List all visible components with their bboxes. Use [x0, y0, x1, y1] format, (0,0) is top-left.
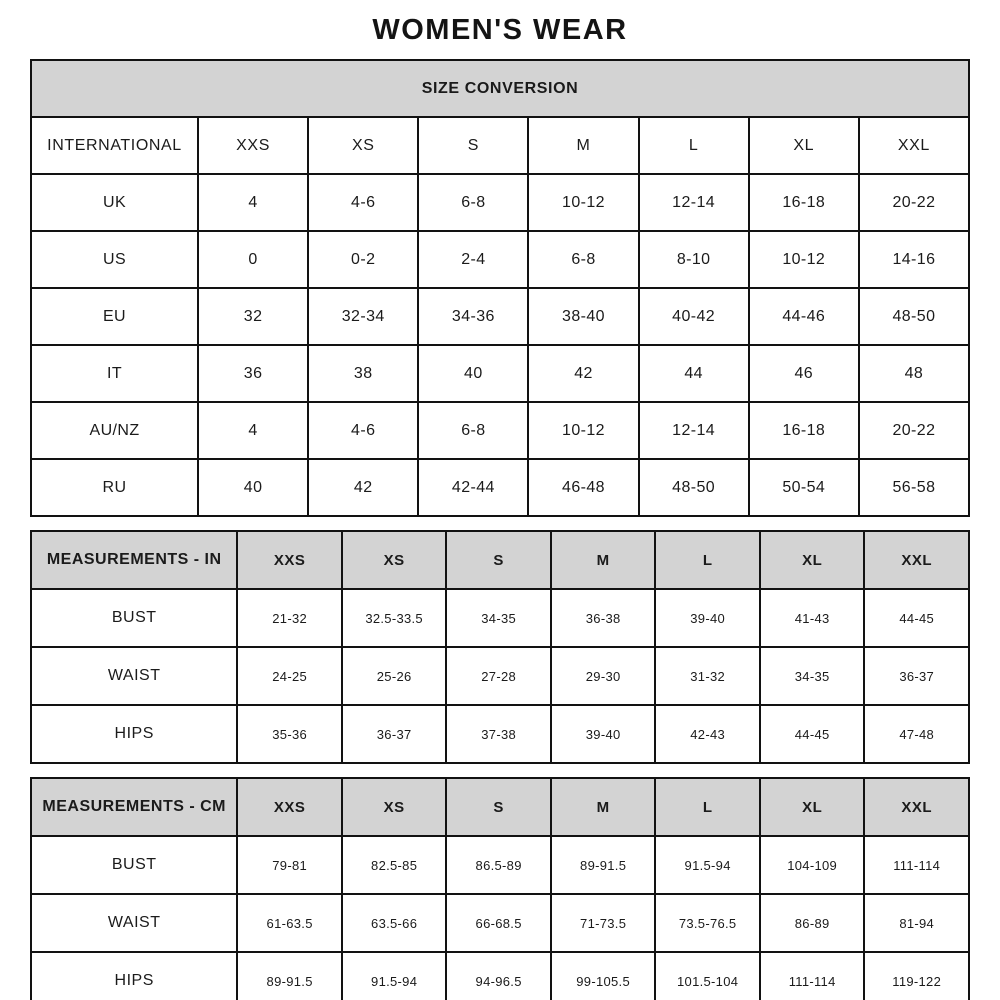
table-row-eu	[31, 288, 969, 345]
table-row-waist-cm	[31, 894, 969, 952]
column-header-xl: XL	[749, 117, 859, 174]
column-header-xxs: XXS	[198, 117, 308, 174]
measurement-cell: 24-25	[237, 647, 342, 705]
size-cell: 36	[198, 345, 308, 402]
size-cell: 2-4	[418, 231, 528, 288]
size-cell: 10-12	[749, 231, 859, 288]
size-conversion-banner-row	[31, 60, 969, 117]
measurement-cell: 34-35	[760, 647, 865, 705]
measurement-cell: 47-48	[864, 705, 969, 763]
size-cell: 32	[198, 288, 308, 345]
measurement-cell: 29-30	[551, 647, 656, 705]
size-cell: 46	[749, 345, 859, 402]
table-row-waist-in	[31, 647, 969, 705]
row-label: UK	[31, 174, 198, 231]
table-row-hips-cm	[31, 952, 969, 1000]
size-cell: 48-50	[639, 459, 749, 516]
size-cell: 40	[198, 459, 308, 516]
column-header-m: M	[551, 531, 656, 589]
size-cell: 12-14	[639, 174, 749, 231]
size-cell: 42-44	[418, 459, 528, 516]
size-cell: 34-36	[418, 288, 528, 345]
measurement-cell: 61-63.5	[237, 894, 342, 952]
column-header-l: L	[655, 531, 760, 589]
measurement-cell: 36-38	[551, 589, 656, 647]
size-cell: 4-6	[308, 174, 418, 231]
size-cell: 38-40	[528, 288, 638, 345]
size-cell: 40	[418, 345, 528, 402]
column-header-xs: XS	[342, 531, 447, 589]
measurement-cell: 79-81	[237, 836, 342, 894]
measurement-cell: 31-32	[655, 647, 760, 705]
measurement-cell: 35-36	[237, 705, 342, 763]
size-cell: 10-12	[528, 402, 638, 459]
table-row-ru	[31, 459, 969, 516]
measurement-cell: 21-32	[237, 589, 342, 647]
size-cell: 10-12	[528, 174, 638, 231]
measurement-cell: 82.5-85	[342, 836, 447, 894]
size-conversion-table	[30, 59, 970, 517]
measurements-cm-header-row	[31, 778, 969, 836]
measurement-cell: 34-35	[446, 589, 551, 647]
size-cell: 38	[308, 345, 418, 402]
size-cell: 56-58	[859, 459, 969, 516]
row-label: IT	[31, 345, 198, 402]
size-conversion-column-header-row	[31, 117, 969, 174]
measurement-cell: 71-73.5	[551, 894, 656, 952]
column-header-xxl: XXL	[864, 778, 969, 836]
measurement-cell: 39-40	[551, 705, 656, 763]
measurement-cell: 81-94	[864, 894, 969, 952]
column-header-m: M	[528, 117, 638, 174]
size-cell: 44-46	[749, 288, 859, 345]
table-row-bust-in	[31, 589, 969, 647]
size-cell: 16-18	[749, 402, 859, 459]
size-cell: 6-8	[418, 174, 528, 231]
row-label: BUST	[31, 836, 237, 894]
table-row-uk	[31, 174, 969, 231]
column-header-s: S	[446, 531, 551, 589]
size-cell: 32-34	[308, 288, 418, 345]
size-cell: 0	[198, 231, 308, 288]
size-cell: 50-54	[749, 459, 859, 516]
measurement-cell: 101.5-104	[655, 952, 760, 1000]
row-label: EU	[31, 288, 198, 345]
page-title: WOMEN'S WEAR	[372, 14, 628, 46]
column-header-xxs: XXS	[237, 778, 342, 836]
measurement-cell: 111-114	[864, 836, 969, 894]
measurement-cell: 44-45	[760, 705, 865, 763]
size-cell: 14-16	[859, 231, 969, 288]
size-cell: 4	[198, 174, 308, 231]
measurement-cell: 104-109	[760, 836, 865, 894]
row-label: BUST	[31, 589, 237, 647]
measurement-cell: 41-43	[760, 589, 865, 647]
size-cell: 20-22	[859, 402, 969, 459]
measurement-cell: 27-28	[446, 647, 551, 705]
table-gap	[0, 517, 1000, 530]
measurement-cell: 36-37	[342, 705, 447, 763]
measurement-cell: 89-91.5	[551, 836, 656, 894]
measurements-in-header-row	[31, 531, 969, 589]
column-header-s: S	[418, 117, 528, 174]
measurement-cell: 86.5-89	[446, 836, 551, 894]
column-header-l: L	[639, 117, 749, 174]
measurements-in-table	[30, 530, 970, 764]
row-label: WAIST	[31, 894, 237, 952]
size-cell: 6-8	[418, 402, 528, 459]
column-header-international: INTERNATIONAL	[31, 117, 198, 174]
measurements-cm-table	[30, 777, 970, 1000]
table-row-hips-in	[31, 705, 969, 763]
measurement-cell: 36-37	[864, 647, 969, 705]
column-header-xxl: XXL	[864, 531, 969, 589]
table-row-aunz	[31, 402, 969, 459]
size-cell: 20-22	[859, 174, 969, 231]
measurements-in-header: MEASUREMENTS - IN	[31, 531, 237, 589]
size-cell: 44	[639, 345, 749, 402]
row-label: US	[31, 231, 198, 288]
measurement-cell: 89-91.5	[237, 952, 342, 1000]
column-header-s: S	[446, 778, 551, 836]
measurement-cell: 37-38	[446, 705, 551, 763]
size-cell: 46-48	[528, 459, 638, 516]
measurement-cell: 91.5-94	[655, 836, 760, 894]
size-conversion-header: SIZE CONVERSION	[31, 60, 969, 117]
measurement-cell: 94-96.5	[446, 952, 551, 1000]
row-label: RU	[31, 459, 198, 516]
table-row-us	[31, 231, 969, 288]
column-header-xxl: XXL	[859, 117, 969, 174]
size-cell: 6-8	[528, 231, 638, 288]
column-header-m: M	[551, 778, 656, 836]
measurement-cell: 99-105.5	[551, 952, 656, 1000]
size-cell: 42	[308, 459, 418, 516]
column-header-xs: XS	[342, 778, 447, 836]
size-cell: 48-50	[859, 288, 969, 345]
table-row-bust-cm	[31, 836, 969, 894]
measurement-cell: 91.5-94	[342, 952, 447, 1000]
column-header-xl: XL	[760, 531, 865, 589]
size-cell: 16-18	[749, 174, 859, 231]
row-label: AU/NZ	[31, 402, 198, 459]
table-row-it	[31, 345, 969, 402]
row-label: HIPS	[31, 705, 237, 763]
size-cell: 48	[859, 345, 969, 402]
size-cell: 12-14	[639, 402, 749, 459]
row-label: HIPS	[31, 952, 237, 1000]
measurement-cell: 119-122	[864, 952, 969, 1000]
measurement-cell: 86-89	[760, 894, 865, 952]
size-cell: 8-10	[639, 231, 749, 288]
measurement-cell: 66-68.5	[446, 894, 551, 952]
size-cell: 4-6	[308, 402, 418, 459]
measurement-cell: 32.5-33.5	[342, 589, 447, 647]
size-cell: 40-42	[639, 288, 749, 345]
measurement-cell: 25-26	[342, 647, 447, 705]
row-label: WAIST	[31, 647, 237, 705]
measurement-cell: 63.5-66	[342, 894, 447, 952]
measurement-cell: 73.5-76.5	[655, 894, 760, 952]
measurement-cell: 111-114	[760, 952, 865, 1000]
column-header-l: L	[655, 778, 760, 836]
column-header-xl: XL	[760, 778, 865, 836]
measurement-cell: 42-43	[655, 705, 760, 763]
measurements-cm-header: MEASUREMENTS - CM	[31, 778, 237, 836]
measurement-cell: 44-45	[864, 589, 969, 647]
size-cell: 0-2	[308, 231, 418, 288]
column-header-xs: XS	[308, 117, 418, 174]
table-gap	[0, 764, 1000, 777]
measurement-cell: 39-40	[655, 589, 760, 647]
column-header-xxs: XXS	[237, 531, 342, 589]
size-cell: 42	[528, 345, 638, 402]
size-cell: 4	[198, 402, 308, 459]
